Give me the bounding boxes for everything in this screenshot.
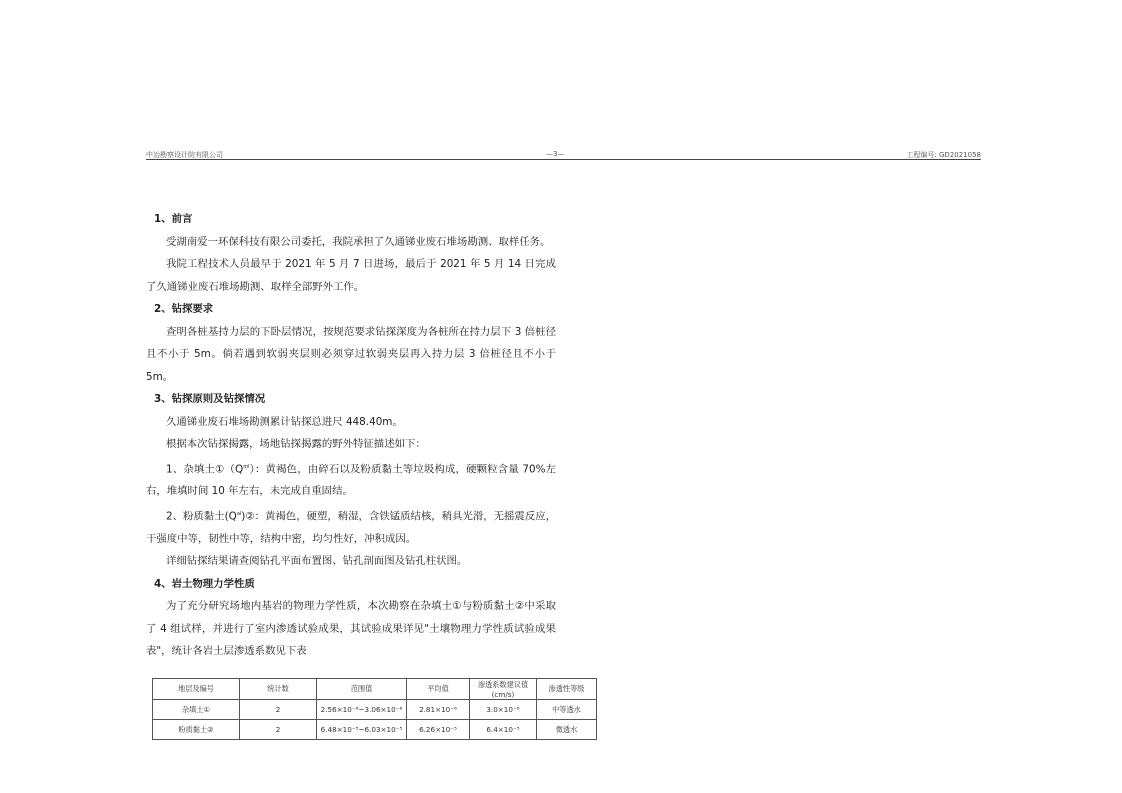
section-heading: 1、前言: [154, 213, 193, 225]
table-header-row: [153, 679, 597, 700]
table-cell: 中等透水: [537, 700, 597, 720]
table-header: 平均值: [407, 679, 470, 700]
table-header: 地层及编号: [153, 679, 240, 700]
paragraph: 为了充分研究场地内基岩的物理力学性质，本次勘察在杂填土①与粉质黏土②中采取了 4 组试样，并进行了室内渗透试验成果，其试验成果详见"土壤物理力学性质试验成果表"，统计各岩土层渗透系数见下表: [146, 600, 556, 658]
table-header: 渗透性等级: [537, 679, 597, 700]
table-cell: 2: [240, 700, 317, 720]
document-body: [146, 208, 556, 663]
paragraph: 受湖南爱一环保科技有限公司委托，我院承担了久通锑业废石堆场勘测、取样任务。: [166, 235, 551, 248]
section-heading: 4、岩土物理力学性质: [154, 577, 255, 590]
table-cell: 粉质黏土②: [153, 720, 240, 740]
paragraph: 2、粉质黏土$(Q^{al})②$：黄褐色，硬塑，稍湿，含铁锰质结核，稍具光滑，无摇震反应，干强度中等，韧性中等，结构中密，均匀性好，冲积成因。: [146, 510, 556, 545]
paragraph: 我院工程技术人员最早于 2021 年 5 月 7 日进场，最后于 2021 年 5 月 14 日完成了久通锑业废石堆场勘测、取样全部野外工作。: [146, 258, 556, 293]
table-row: [153, 720, 597, 740]
paragraph: 久通锑业废石堆场勘测累计钻探总进尺 448.40m。: [166, 415, 403, 428]
company-name: 中冶勘察设计院有限公司: [146, 151, 223, 159]
table-row: [153, 700, 597, 720]
table-cell: 6.26×10⁻⁵: [407, 720, 470, 740]
page-number: —3—: [546, 150, 565, 158]
table-cell: 微透水: [537, 720, 597, 740]
table-cell: 6.48×10⁻⁵~6.03×10⁻⁵: [317, 720, 407, 740]
table-header: 统计数: [240, 679, 317, 700]
paragraph: 详细钻探结果请查阅钻孔平面布置图、钻孔剖面图及钻孔柱状图。: [166, 555, 468, 568]
table-cell: 杂填土①: [153, 700, 240, 720]
table-cell: 2.56×10⁻⁶~3.06×10⁻⁶: [317, 700, 407, 720]
table-header: 范围值: [317, 679, 407, 700]
page-header: [146, 151, 981, 160]
table-cell: 6.4×10⁻⁵: [470, 720, 537, 740]
paragraph: 1、杂填土$①(Q^{ml})$：黄褐色，由碎石以及粉质黏土等垃圾构成，硬颗粒含量 70%左右，堆填时间 10 年左右，未完成自重固结。: [146, 462, 556, 498]
paragraph: 根据本次钻探揭露，场地钻探揭露的野外特征描述如下：: [166, 438, 426, 450]
table-header: 渗透系数建议值(cm/s): [470, 679, 537, 700]
table-cell: 2.81×10⁻⁶: [407, 700, 470, 720]
section-heading: 3、钻探原则及钻探情况: [154, 393, 266, 405]
project-number: 工程编号: GD2021058: [906, 151, 981, 159]
section-heading: 2、钻探要求: [154, 303, 214, 315]
permeability-table: [152, 678, 597, 740]
table-cell: 2: [240, 720, 317, 740]
paragraph: 查明各桩基持力层的下卧层情况，按规范要求钻探深度为各桩所在持力层下 3 倍桩径且不小于 5m。倘若遇到软弱夹层则必须穿过软弱夹层再入持力层 3 倍桩径且不小于 5m。: [146, 325, 556, 383]
table-cell: 3.0×10⁻⁶: [470, 700, 537, 720]
